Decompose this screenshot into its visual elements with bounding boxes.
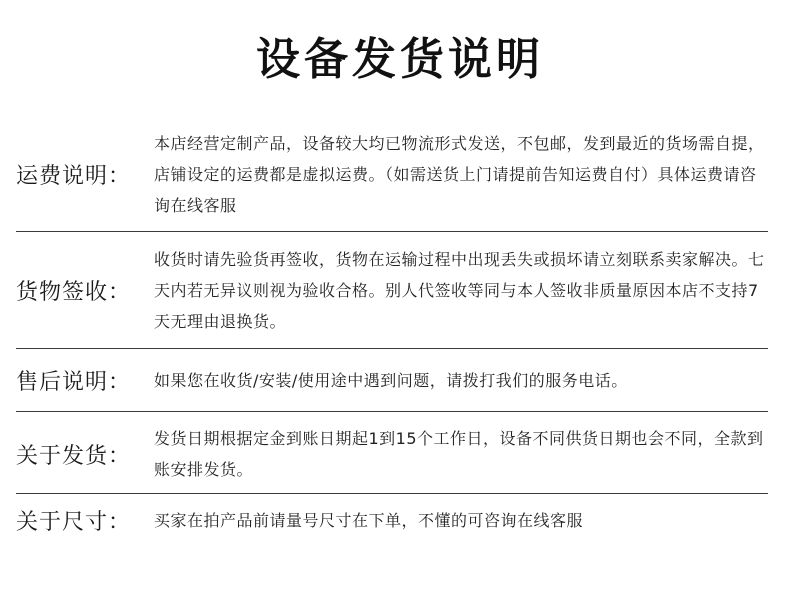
section-text: 发货日期根据定金到账日期起1到15个工作日，设备不同供货日期也会不同，全款到账安排发货。 <box>154 429 764 479</box>
divider <box>16 348 768 349</box>
section-label: 关于发货： <box>16 443 132 469</box>
page-title: 设备发货说明 <box>256 34 544 85</box>
after-sales-section <box>16 354 768 406</box>
receipt-section <box>16 238 768 342</box>
divider <box>16 411 768 412</box>
section-label: 关于尺寸： <box>16 509 132 535</box>
section-text: 本店经营定制产品，设备较大均已物流形式发送，不包邮，发到最近的货场需自提，店铺设定的运费都是虚拟运费。（如需送货上门请提前告知运费自付）具体运费请咨询在线客服 <box>154 133 765 215</box>
section-label: 运费说明： <box>16 163 132 189</box>
shipping-fee-section <box>16 122 768 226</box>
size-section <box>16 498 768 542</box>
section-text: 如果您在收货/安装/使用途中遇到问题，请拨打我们的服务电话。 <box>154 370 628 390</box>
section-text: 收货时请先验货再签收，货物在运输过程中出现丢失或损坏请立刻联系卖家解决。七天内若无异议则视为验收合格。别人代签收等同与本人签收非质量原因本店不支持7天无理由退换货。 <box>154 249 765 331</box>
section-text: 买家在拍产品前请量号尺寸在下单，不懂的可咨询在线客服 <box>154 510 584 530</box>
divider <box>16 493 768 494</box>
delivery-section <box>16 418 768 490</box>
section-label: 货物签收： <box>16 279 132 305</box>
section-label: 售后说明： <box>16 369 132 395</box>
divider <box>16 231 768 232</box>
